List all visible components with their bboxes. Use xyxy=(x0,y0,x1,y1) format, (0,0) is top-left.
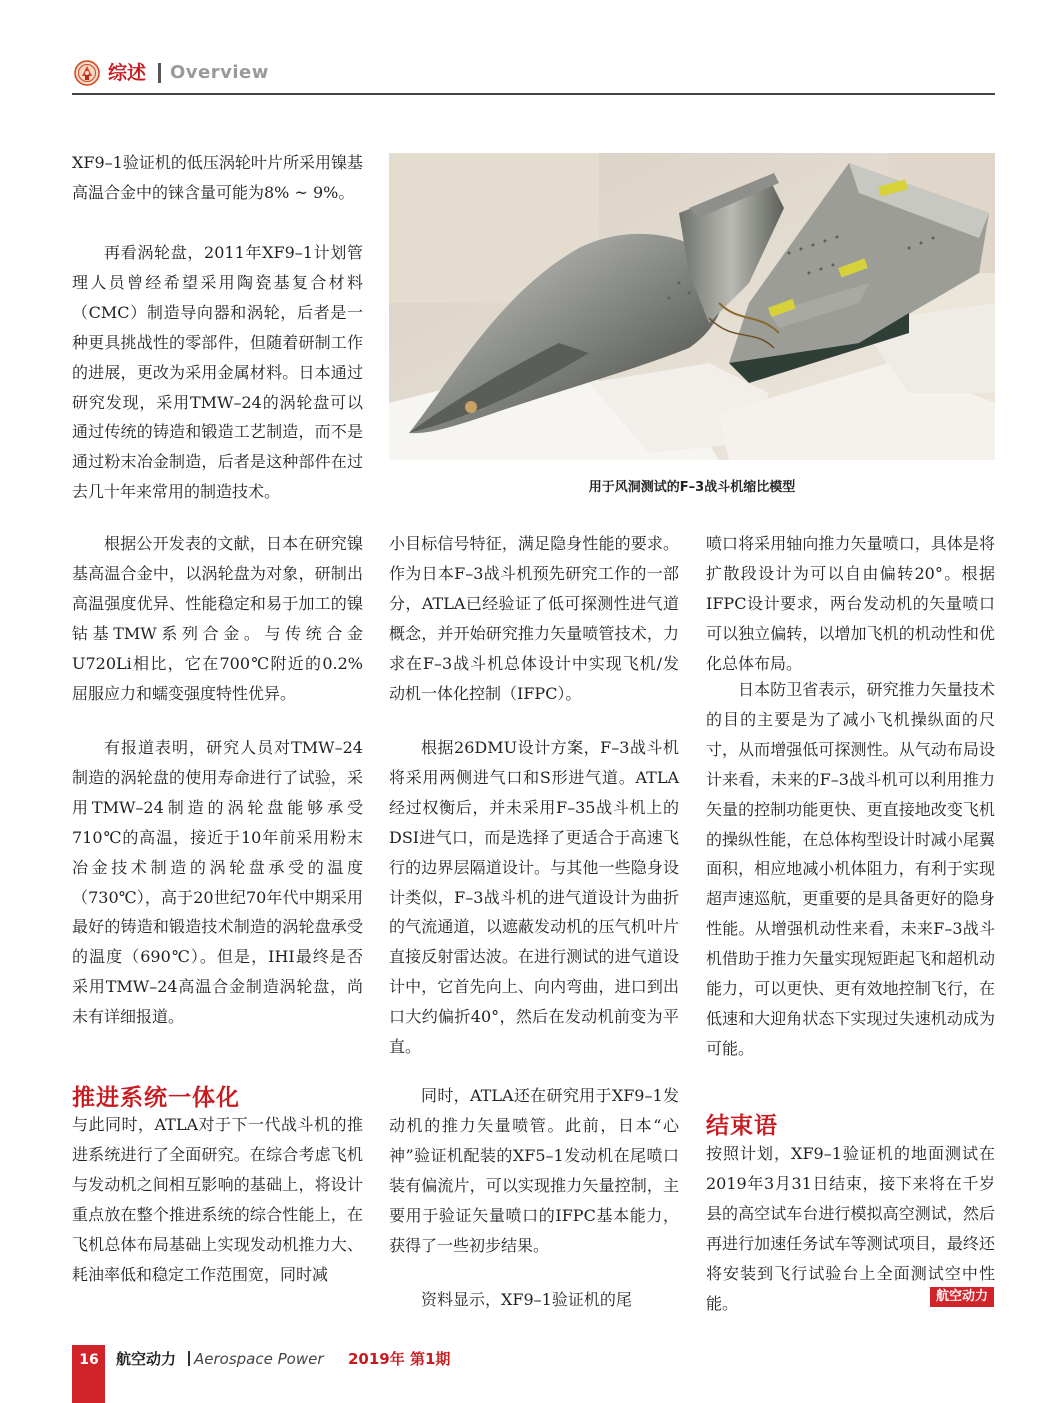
heading-conclusion: 结束语 xyxy=(706,1113,778,1139)
heading-propulsion-integration: 推进系统一体化 xyxy=(72,1085,240,1111)
footer-divider xyxy=(188,1351,190,1366)
column3-paragraph-3: 按照计划，XF9–1验证机的地面测试在2019年3月31日结束，接下来将在千岁县的高空试车台进行模拟高空测试，然后再进行加速任务试车等测试项目，最终还将安装到飞行试验台上全面测试空中性能。 xyxy=(706,1144,995,1313)
column1-paragraph-1: XF9–1验证机的低压涡轮叶片所采用镍基高温合金中的铼含量可能为8% ~ 9%。 xyxy=(72,153,363,202)
column1-paragraph-3: 根据公开发表的文献，日本在研究镍基高温合金中，以涡轮盘为对象，研制出高温强度优异、性能稳定和易于加工的镍钴基TMW系列合金。与传统合金U720Li相比，它在700℃附近的0.2%屈服应力和蠕变强度特性优异。 xyxy=(72,534,363,703)
column2-paragraph-4: 资料显示，XF9–1验证机的尾 xyxy=(421,1290,632,1309)
column1-paragraph-2: 再看涡轮盘，2011年XF9–1计划管理人员曾经希望采用陶瓷基复合材料（CMC）制造导向器和涡轮，后者是一种更具挑战性的零部件，但随着研制工作的进展，更改为采用金属材料。日本通过研究发现，采用TMW–24的涡轮盘可以通过传统的铸造和锻造工艺制造，而不是通过粉末冶金制造，后者是这种部件在过去几十年来常用的制造技术。 xyxy=(72,243,363,502)
header-rule xyxy=(72,93,995,95)
section-title: 综述 xyxy=(108,62,147,84)
f3-wind-tunnel-model-photo xyxy=(389,153,995,460)
header-divider xyxy=(158,63,161,83)
column2-paragraph-2: 根据26DMU设计方案，F–3战斗机将采用两侧进气口和S形进气道。ATLA经过权衡后，并未采用F–35战斗机上的DSI进气口，而是选择了更适合于高速飞行的边界层隔道设计。与其他一些隐身设计类似，F–3战斗机的进气道设计为曲折的气流通道，以遮蔽发动机的压气机叶片直接反射雷达波。在进行测试的进气道设计中，它首先向上、向内弯曲，进口到出口大约偏折40°，然后在发动机前变为平直。 xyxy=(389,738,679,1057)
footer-journal-title-en: Aerospace Power xyxy=(194,1350,324,1368)
figure-caption: 用于风洞测试的F–3战斗机缩比模型 xyxy=(588,480,796,495)
footer-journal-title: 航空动力 xyxy=(116,1350,177,1368)
column2-paragraph-3: 同时，ATLA还在研究用于XF9–1发动机的推力矢量喷管。此前，日本“心神”验证机配装的XF5–1发动机在尾喷口装有偏流片，可以实现推力矢量控制，主要用于验证矢量喷口的IFPC基本能力，获得了一些初步结果。 xyxy=(389,1086,679,1255)
column1-paragraph-4: 有报道表明，研究人员对TMW–24制造的涡轮盘的使用寿命进行了试验，采用TMW–24制造的涡轮盘能够承受710℃的高温，接近于10年前采用粉末冶金技术制造的涡轮盘承受的温度（730℃），高于20世纪70年代中期采用最好的铸造和锻造技术制造的涡轮盘承受的温度（690℃）。但是，IHI最终是否采用TMW–24高温合金制造涡轮盘，尚未有详细报道。 xyxy=(72,738,363,1027)
footer-issue: 2019年 第1期 xyxy=(348,1350,451,1368)
column3-paragraph-2: 日本防卫省表示，研究推力矢量技术的目的主要是为了减小飞机操纵面的尺寸，从而增强低可探测性。从气动布局设计来看，未来的F–3战斗机可以利用推力矢量的控制功能更快、更直接地改变飞机的操纵性能，在总体构型设计时减小尾翼面积，相应地减小机体阻力，有利于实现超声速巡航，更重要的是具备更好的隐身性能。从增强机动性来看，未来F–3战斗机借助于推力矢量实现短距起飞和超机动能力，可以更快、更有效地控制飞行，在低速和大迎角状态下实现过失速机动成为可能。 xyxy=(706,680,995,1058)
column2-paragraph-1: 小目标信号特征，满足隐身性能的要求。作为日本F–3战斗机预先研究工作的一部分，ATLA已经验证了低可探测性进气道概念，并开始研究推力矢量喷管技术，力求在F–3战斗机总体设计中实现飞机/发动机一体化控制（IFPC）。 xyxy=(389,534,679,703)
section-title-en: Overview xyxy=(170,62,269,83)
journal-emblem-icon xyxy=(74,60,100,86)
page-number: 16 xyxy=(79,1352,99,1368)
end-mark-badge: 航空动力 xyxy=(930,1287,994,1307)
column3-paragraph-1: 喷口将采用轴向推力矢量喷口，具体是将扩散段设计为可以自由偏转20°。根据IFPC设计要求，两台发动机的矢量喷口可以独立偏转，以增加飞机的机动性和优化总体布局。 xyxy=(706,534,995,673)
column1-paragraph-5: 与此同时，ATLA对于下一代战斗机的推进系统进行了全面研究。在综合考虑飞机与发动机之间相互影响的基础上，将设计重点放在整个推进系统的综合性能上，在飞机总体布局基础上实现发动机推力大、耗油率低和稳定工作范围宽，同时减 xyxy=(72,1115,363,1284)
